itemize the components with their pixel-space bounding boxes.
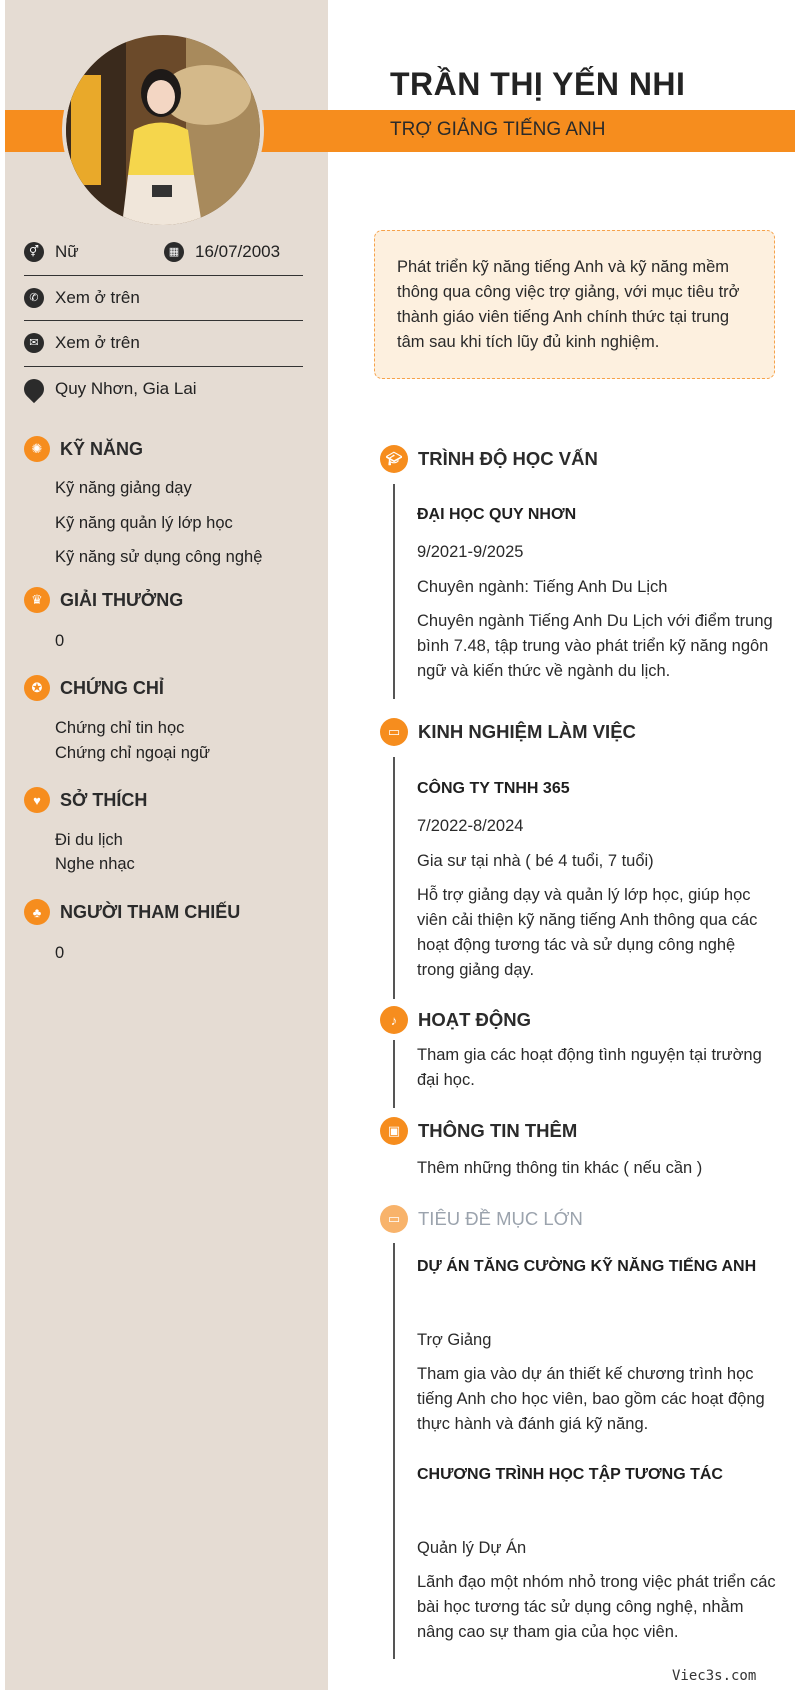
bell-icon: ♪ [380,1006,408,1034]
divider [24,366,303,367]
gender-value: Nữ [55,242,79,261]
calendar-icon: ▦ [164,242,184,262]
activities-description: Tham gia các hoạt động tình nguyện tại trường đại học. [417,1046,762,1089]
education-title: TRÌNH ĐỘ HỌC VẤN [418,448,598,469]
birthdate-row [164,232,304,272]
additional-heading [380,1117,577,1145]
skill-item: Kỹ năng sử dụng công nghệ [55,548,263,566]
gear-icon: ✺ [24,436,50,462]
projects-heading [380,1205,583,1233]
phone-icon: ✆ [24,288,44,308]
skill-item: Kỹ năng giảng dạy [55,479,192,497]
references-title: NGƯỜI THAM CHIẾU [60,901,241,922]
hobbies-heading [24,787,147,813]
reference-item: 0 [55,944,65,962]
divider [24,320,303,321]
experience-description: Hỗ trợ giảng dạy và quản lý lớp học, giúp học viên cải thiện kỹ năng tiếng Anh thông qua các hoạt động tương tác và sử dụng công nghệ trong giảng dạy. [417,886,758,979]
activities-title: HOẠT ĐỘNG [418,1009,532,1030]
project-description: Lãnh đạo một nhóm nhỏ trong việc phát triển các bài học tương tác sử dụng công nghệ, nhằm nâng cao sự tham gia của học viên. [417,1573,776,1641]
project-description: Tham gia vào dự án thiết kế chương trình học tiếng Anh cho học viên, bao gồm các hoạt động thực hành và đánh giá kỹ năng. [417,1365,765,1433]
project-name: CHƯƠNG TRÌNH HỌC TẬP TƯƠNG TÁC [417,1466,723,1483]
project-role: Quản lý Dự Án [417,1539,527,1557]
career-objective: Phát triển kỹ năng tiếng Anh và kỹ năng mềm thông qua công việc trợ giảng, với mục tiêu trở thành giáo viên tiếng Anh chính thức tại trung tâm sau khi tích lũy đủ kinh nghiệm. [374,230,775,379]
timeline-line [393,484,395,699]
candidate-name: TRẦN THỊ YẾN NHI [390,66,686,102]
timeline-line [393,1243,395,1659]
award-item: 0 [55,632,65,650]
phone-row [24,278,304,318]
education-major: Chuyên ngành: Tiếng Anh Du Lịch [417,578,668,596]
hobbies-title: SỞ THÍCH [60,789,148,810]
education-period: 9/2021-9/2025 [417,543,524,561]
address-row [24,369,304,409]
experience-position: Gia sư tại nhà ( bé 4 tuổi, 7 tuổi) [417,852,654,870]
certificate-item: Chứng chỉ ngoại ngữ [55,744,211,762]
experience-period: 7/2022-8/2024 [417,817,524,835]
references-heading [24,899,240,925]
job-title: TRỢ GIẢNG TIẾNG ANH [390,119,606,140]
medal-icon: ✪ [24,675,50,701]
certificates-heading [24,675,164,701]
timeline-line [393,1040,395,1108]
certificates-title: CHỨNG CHỈ [60,677,164,698]
education-description: Chuyên ngành Tiếng Anh Du Lịch với điểm trung bình 7.48, tập trung vào phát triển kỹ năng ngôn ngữ và kiến thức về ngành du lịch. [417,612,773,680]
folder-icon: ▭ [380,1205,408,1233]
watermark: Viec3s.com [672,1668,757,1684]
skills-title: KỸ NĂNG [60,438,144,459]
activities-heading [380,1006,531,1034]
graduation-cap-icon: 🎓︎ [380,445,408,473]
education-heading [380,445,598,473]
experience-heading [380,718,636,746]
email-value: Xem ở trên [55,333,140,352]
projects-title: TIÊU ĐỀ MỤC LỚN [418,1208,583,1229]
email-row [24,323,304,363]
additional-title: THÔNG TIN THÊM [418,1120,578,1141]
trophy-icon: ♛ [24,587,50,613]
briefcase-icon: ▭ [380,718,408,746]
hobby-item: Đi du lịch [55,831,123,849]
avatar [66,35,260,225]
gender-row [24,232,164,272]
divider [24,275,303,276]
email-icon: ✉ [24,333,44,353]
certificate-item: Chứng chỉ tin học [55,719,185,737]
skills-heading [24,436,143,462]
awards-heading [24,587,183,613]
gender-icon: ⚥ [24,242,44,262]
project-role: Trợ Giảng [417,1331,492,1349]
timeline-line [393,757,395,999]
location-pin-icon [20,375,48,403]
info-card-icon: ▣ [380,1117,408,1145]
birthdate-value: 16/07/2003 [195,242,281,261]
project-name: DỰ ÁN TĂNG CƯỜNG KỸ NĂNG TIẾNG ANH [417,1258,757,1275]
additional-description: Thêm những thông tin khác ( nếu cần ) [417,1159,703,1177]
experience-title: KINH NGHIỆM LÀM VIỆC [418,721,636,742]
heart-icon: ♥ [24,787,50,813]
address-value: Quy Nhơn, Gia Lai [55,379,197,398]
skill-item: Kỹ năng quản lý lớp học [55,514,233,532]
experience-company: CÔNG TY TNHH 365 [417,780,570,797]
people-icon: ♣ [24,899,50,925]
phone-value: Xem ở trên [55,288,140,307]
awards-title: GIẢI THƯỞNG [60,589,184,610]
education-school: ĐẠI HỌC QUY NHƠN [417,506,577,523]
hobby-item: Nghe nhạc [55,855,135,873]
